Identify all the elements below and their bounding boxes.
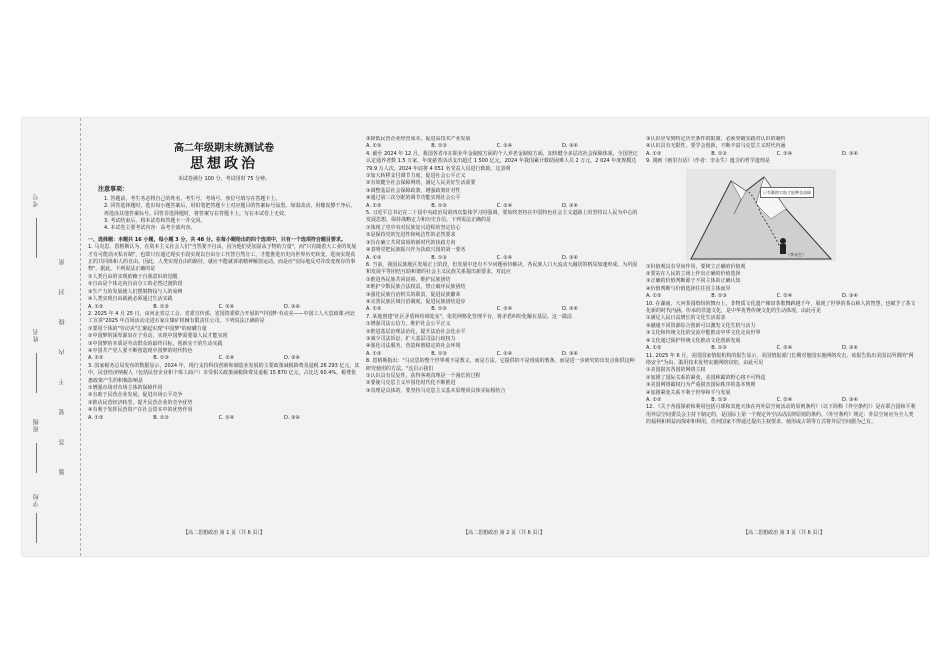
answer-option: A. ①② (366, 202, 382, 209)
answer-option: A. ①② (646, 293, 662, 300)
statement-item: ④通过第三次分配的调节功能实现社会公平 (366, 195, 461, 202)
exam-sheet (22, 118, 928, 556)
answer-option: B. ①③ (431, 143, 447, 150)
answer-option: D. ③④ (284, 355, 300, 362)
statement-item: ②自由是个体走向自由分工的必然过渡阶段 (88, 281, 183, 288)
rule-item: 4. 本试卷主要考试内容：高考全部内容。 (104, 225, 196, 232)
question-list (646, 136, 918, 166)
statement-item: ②中国梦的深厚源泉在于劳动，实现中国梦需要靠人民才能实现 (88, 333, 228, 340)
answer-option: B. ①③ (153, 355, 169, 362)
answer-option: C. ②④ (218, 355, 235, 362)
page-footer: 【高二思想政治 第 1 页（共 6 页）】 (183, 530, 265, 536)
page-column-3 (646, 136, 918, 536)
question (646, 301, 918, 353)
question (366, 314, 638, 358)
statement-item: ④加剧紧张关系不利于世界和平与发展 (646, 389, 731, 396)
question (88, 244, 360, 311)
question-stem: 2. 2025 年 4 月 25 日，由河北省总工会、省委宣传部、省国资委联合开展的"中国梦·劳动美——中国工人大思政课·河北工宣讲"2025 年首场活动走进石家庄煤矿机械有限责任公司。下列说法正确的是 (88, 310, 356, 325)
class-line (36, 443, 37, 473)
answer-option: D. ③④ (562, 143, 578, 150)
answer-option: C. ②④ (776, 293, 793, 300)
statement-item: ③美国网络霸权行为严重损害国际秩序的基本规则 (646, 382, 756, 389)
answer-option: D. ③④ (842, 396, 858, 403)
answer-option: C. ②④ (776, 396, 793, 403)
answer-option: D. ③④ (562, 350, 578, 357)
question (366, 151, 638, 210)
statement-item: ④中国共产党人要不断创造现中国梦的时代特色 (88, 347, 193, 354)
statement-item: ④文化通过保护传统文化推动文化创新发展 (646, 337, 741, 344)
statement-item: ①加大转移支付调节力度，促进社会公平正义 (366, 173, 466, 180)
page-column-2 (366, 136, 638, 536)
statement-item: ②维护少数民族合法权益，禁止破坏民族团结 (366, 284, 466, 291)
question-stem: 1. 马克思、恩格斯认为，在资本主义社会人们"当然要不自由，因为他们更加屈从于物的力量"，而"只有随着大工业的发展才有可能消灭私有制"，也即只有通过现实手段实现以自由分工代替自然分工，才能推进历史向世界历史转变，进而实现真正的共同体和人的自由。因此，人类实现自由的路径，就应不能就诉诸精神解放运动，而是应"实际地反对并改变现存的事物"。据此，下列说法正确的是 (88, 244, 357, 273)
statement-item: ①增强市场对市场主体的保障作用 (88, 384, 163, 391)
answer-option: C. ②④ (776, 150, 793, 157)
statement-item: ④表明党把民族振兴作为执政兴国的第一要务 (366, 247, 466, 254)
answer-option: D. ③④ (562, 202, 578, 209)
statement-item: ①美国损害各国的网络主权 (646, 367, 706, 374)
statement-item: ②是保持党的先进性和纯洁性的必然要求 (366, 232, 456, 239)
binding-margin (22, 118, 81, 556)
statement-item: ③减少司法诉讼，扩大基层司法行政权力 (366, 335, 456, 342)
answer-option: C. ②④ (218, 414, 235, 421)
class-label: 班级 (33, 418, 40, 432)
cartoon-figure (686, 169, 836, 261)
answer-option: D. ③④ (284, 414, 300, 421)
question-stem: 4. 截至 2024 年 12 月，我国各省市在职业年金制度方面的个人养老金制度方面，加快健全多层次社会保障体系，全国登记认定通养老数 1.5 万家，年度慈善活动支出超过 1 500 亿元。2024 年我国累计救助困难人员 2 万元，2 024 年度规模达 79.9 万人次。2024 年底将 4 051 名受益人员进行救助。这表明 (366, 150, 638, 172)
question-stem: 6. 当前，我国民族地区发展正上阶段，但发展中还有不少问题亟待解决，各民族人口大流动大融居的格局加速形成，为巩固和发展平等团结互助和谐的社会主义民族关系提出新要求。对此应 (366, 261, 638, 276)
question-stem: 8. 恩格斯指出："马克思的整个世界观不是教义，而是方法。它提供的不是现成的教条，而是进一步研究的出发点和供这种研究使用的方法。"这启示我们 (366, 358, 635, 372)
statement-item: ④价值判断与价值选择往往因主体而异 (646, 285, 731, 292)
section-heading: 一、选择题：本题共 16 小题，每小题 3 分，共 48 分。在每小题给出的四个选项中，只有一个选项符合题目要求。 (88, 236, 346, 243)
answer-option: C. ②④ (496, 143, 513, 150)
page-column-1 (88, 136, 360, 536)
seal-word: 密 (59, 258, 66, 265)
answer-option: B. ①③ (153, 414, 169, 421)
answer-option: B. ①③ (711, 396, 727, 403)
question-stem: 3. 国家税务总局发布的数据显示，2024 年，现行支持科技创新和制造业发展的主要政策减税降费及退税 26 293 亿元，其中，民营经济纳税人（包括民营企业和个体工商户）享受相关政策减税降费及退税 15 870 亿元，占比达 60.4%。税费优惠政策产生的积极影响是 (88, 362, 360, 384)
statement-item: ③真理是具体的，要坚持马克思主义基本原理同具体实际相结合 (366, 387, 506, 394)
answer-option: D. ③④ (562, 306, 578, 313)
mountain-cartoon-icon (686, 169, 836, 261)
answer-option: C. ②④ (496, 202, 513, 209)
question (366, 262, 638, 314)
answer-option: A. ①② (88, 414, 104, 421)
statement-item: ④认识具有无限性，要学会创新，不断丰富马克思主义时代内涵 (646, 143, 786, 150)
cartoon-caption: 只有脚踏实地才能攀登高峰 (760, 187, 814, 198)
answer-option: D. ③④ (562, 254, 578, 261)
options-row (366, 306, 638, 313)
answer-option: A. ①② (366, 254, 382, 261)
question-stem: 11. 2025 年 6 月，美国国家情报机构的报告显示，美国情报部门长期对他国实施网络攻击。该报告指出美国以所谓的"网络安全"为由，滥用技术优势实施网络窃密。由此可见 (646, 352, 914, 366)
question (366, 136, 638, 151)
statement-item: ③认识应受到特定历史条件的限制，必须突破实践对认识的制约 (646, 136, 786, 142)
rule-item: 2. 回答选择题时，选出每小题答案后，用铅笔把答题卡上对应题目的答案标号涂黑。如需改动，用橡皮擦干净后，再选涂其他答案标号。回答非选择题时，将答案写在答题卡上。写在本试卷上无效。 (104, 203, 356, 217)
question (366, 210, 638, 262)
answer-option: A. ①② (646, 150, 662, 157)
statement-item: ③旨在确立共同富裕的新时代的执政方向 (366, 239, 456, 246)
question (88, 363, 360, 422)
exam-no-line (36, 218, 37, 258)
statement-item: ②推进基层治理法治化，提升法治社会化水平 (366, 328, 466, 335)
statement-item: ②有效健全社会保障网络，满足人民美好生活需要 (366, 180, 476, 187)
question-list (88, 244, 360, 422)
statement-item: ③文化和传统文化的交流中能推动中华文化走向世界 (646, 330, 761, 337)
answer-option: A. ①② (366, 306, 382, 313)
answer-option: A. ①② (646, 396, 662, 403)
options-row (88, 415, 360, 422)
statement-item: ④强化司法服务，营造和谐稳定的社会环境 (366, 343, 461, 350)
statement-item: ①人类自由的实现依赖于自我意识的觉醒 (88, 273, 178, 280)
seal-word: 要 (59, 408, 66, 415)
statement-item: ③强化民族自治机关的职责，促进民族繁荣 (366, 291, 461, 298)
answer-option: D. ③④ (842, 150, 858, 157)
question-stem: 12. 《关于各国探索和利用包括月球和其他天体在内外层空间活动的原则条约》（以下简称《外空条约》）是在联合国和平利用外层空间委员会主持下制定的，是国际上第一个规定外空活动法律原则的条约。《外空条约》规定：外层空间应为全人类的福利和利益而探索和利用，任何国家不得通过提出主权要求、使用或占领等方式将外层空间据为己有。 (646, 404, 916, 426)
statement-item: ①推进各民族共同富裕，维护民族团结 (366, 276, 451, 283)
notice-title: 注意事项： (98, 186, 129, 194)
score-info: 本试卷满分 100 分，考试用时 75 分钟。 (177, 176, 271, 182)
statement-item: ②要站在人民的立场上作出正确的价值选择 (646, 271, 741, 278)
answer-option: C. ②④ (496, 306, 513, 313)
seal-word: 内 (59, 348, 66, 355)
answer-option: D. ③④ (842, 293, 858, 300)
statement-item: ②加剧了国际关系的紧张，美国称霸的野心将不可得逞 (646, 374, 766, 381)
answer-option: C. ②④ (776, 345, 793, 352)
exam-no-label: 考号 (33, 193, 40, 207)
options-row (366, 203, 638, 210)
options-row (366, 255, 638, 262)
answer-option: A. ①② (88, 355, 104, 362)
answer-option: B. ①③ (153, 303, 169, 310)
statement-item: ②要使马克思主义中国化时代化不断推进 (366, 380, 456, 387)
question (646, 264, 918, 301)
question-stem: 9. 漫画《画里有话》（作者：李永生）蕴含的哲学道理是 (646, 158, 770, 165)
statement-item: ③正确的价值判断源于不同主体的正确认知 (646, 278, 741, 285)
question (646, 404, 918, 426)
name-label: 姓名 (33, 328, 40, 342)
seal-word: 线 (59, 318, 66, 325)
answer-option: D. ③④ (842, 345, 858, 352)
options-row (366, 143, 638, 150)
statement-item: ④完善民族区域自治制度，促进民族团结进步 (366, 298, 466, 305)
question-stem: ③降低民营企业经营成本，促进高技术产业发展 (366, 136, 471, 142)
question-stem: 5. 习近平总书记在二十届中央政治局第四次集体学习时强调，要始终坚持在中国特色社会主义道路上的坚持以人民为中心的发展思想，保持战略定力和历史自信。下列说法正确的是 (366, 210, 638, 224)
options-row (646, 293, 918, 300)
question (366, 358, 638, 395)
name-line (36, 353, 37, 393)
question-list (646, 264, 918, 427)
answer-option: C. ②④ (496, 254, 513, 261)
answer-option: B. ①③ (431, 306, 447, 313)
answer-option: B. ①③ (711, 293, 727, 300)
page-footer: 【高二思想政治 第 2 页（共 6 页）】 (463, 530, 545, 536)
statement-item: ③调整基层社会保障政策，增强政策针对性 (366, 187, 461, 194)
school-label: 学校 (33, 493, 40, 507)
answer-option: A. ①② (366, 143, 382, 150)
question (88, 311, 360, 363)
rule-item: 3. 考试结束后，将本试卷和答题卡一并交回。 (104, 218, 206, 225)
question-list (366, 136, 638, 395)
answer-option: A. ①② (646, 345, 662, 352)
answer-option: A. ①② (366, 350, 382, 357)
question (646, 353, 918, 405)
answer-option: A. ①② (88, 303, 104, 310)
options-row (88, 304, 360, 311)
options-row (88, 355, 360, 362)
answer-option: B. ①③ (711, 150, 727, 157)
statement-item: ①增强司法公信力，维护社会公平正义 (366, 321, 451, 328)
answer-option: C. ②④ (218, 303, 235, 310)
statement-item: ①价值观具有导向作用，要树立正确的价值观 (646, 263, 746, 270)
question (646, 158, 918, 165)
statement-item: ②融通不同资源综合创新可以激发文化生机与活力 (646, 322, 756, 329)
seal-word: 答 (59, 438, 66, 445)
question-stem: 10. 在湖南，大河茶园缤纷的舞台上，非物质文化遗产梯田茶歌舞跨越千年，展现了世界的茶山和人的智慧，也赋予了茶文化新的时代内涵。传承的非遗文化，是中华优秀传统文化的生动体现。由此可见 (646, 300, 916, 315)
question-stem: 7. 某地创建"社区矛盾纠纷调处室"，依托网格化管理平台，将矛盾纠纷化解在基层。这一做法 (366, 313, 572, 320)
statement-item: ②有助于民营企业发展，促进市场公平竞争 (88, 392, 183, 399)
subject-title: 思想政治 (190, 156, 258, 172)
rule-item: 1. 答题前，考生务必将自己的姓名、考生号、考场号、座位号填写在答题卡上。 (104, 195, 281, 202)
seal-word: 不 (59, 378, 66, 385)
question (646, 136, 918, 158)
exam-title: 高二年级期末统测试卷 (174, 143, 274, 154)
statement-item: ③推动民营经济转型，提升民营企业的竞争优势 (88, 399, 193, 406)
statement-item: ③中国梦的本质是劳动群众的最终目标，创新实干的生动实践 (88, 340, 223, 347)
statement-item: ④人类实现自由就就必须通过生活实践 (88, 296, 173, 303)
seal-word: 封 (59, 288, 66, 295)
school-line (36, 513, 37, 543)
statement-item: ①要用个体的"劳动美"汇聚起实现"中国梦"的磅礴力量 (88, 325, 207, 332)
statement-item: ①体现了党中央对民族复兴进程的坚定信心 (366, 224, 461, 231)
statement-item: ①认识具有反复性，获得客观真理是一个漫长的过程 (366, 373, 481, 379)
options-row (646, 345, 918, 352)
cartoon-credit: （李永生） (786, 251, 806, 257)
answer-option: D. ③④ (284, 303, 300, 310)
answer-option: B. ①③ (711, 345, 727, 352)
statement-item: ④有利于发挥民营资产在社会资本中的优势作用 (88, 407, 193, 414)
statement-item: ③生产力的发展使人们摆脱物役与人的束缚 (88, 288, 183, 295)
answer-option: B. ①③ (431, 202, 447, 209)
statement-item: ①满足人民日益增长的文化生活需求 (646, 315, 726, 322)
answer-option: B. ①③ (431, 350, 447, 357)
page-footer: 【高二思想政治 第 3 页（共 6 页）】 (743, 530, 825, 536)
answer-option: C. ②④ (496, 350, 513, 357)
answer-option: B. ①③ (431, 254, 447, 261)
seal-word: 题 (59, 468, 66, 475)
